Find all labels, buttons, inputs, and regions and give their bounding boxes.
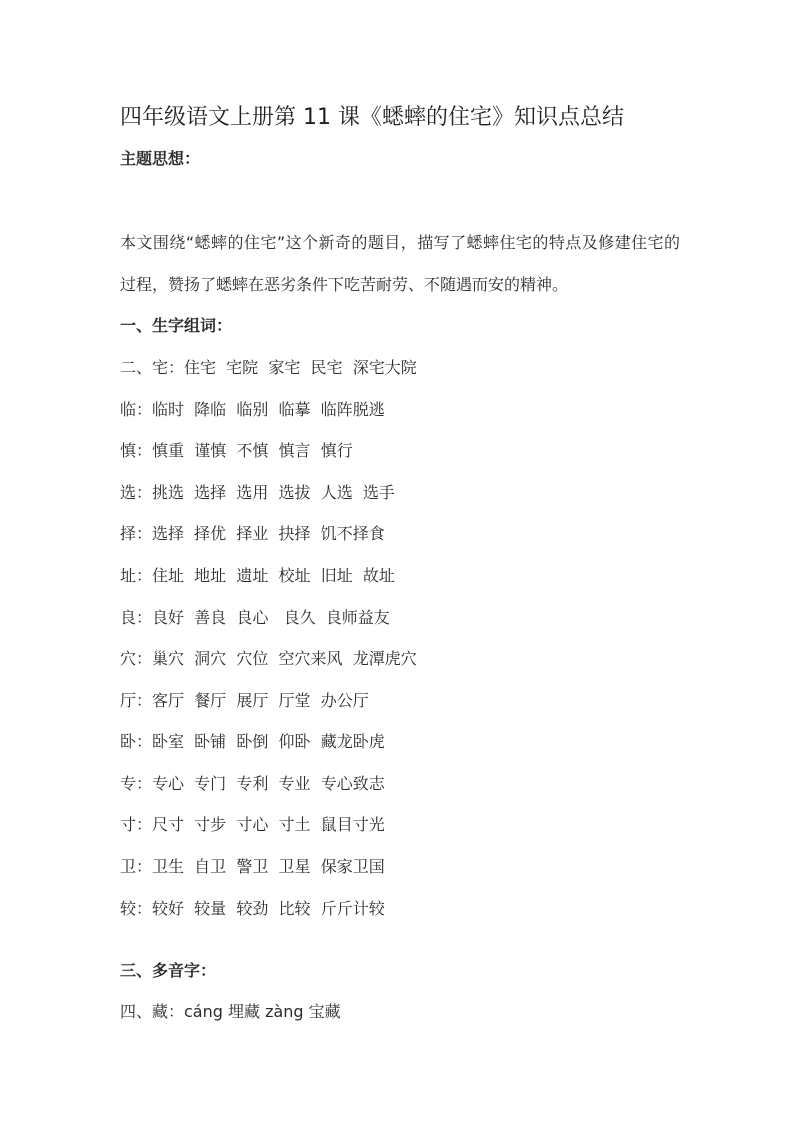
word-group-line: 选：挑选 选择 选用 选拔 人选 选手 xyxy=(120,483,395,502)
word-group-line: 慎：慎重 谨慎 不慎 慎言 慎行 xyxy=(120,441,353,460)
word-group-line: 寸：尺寸 寸步 寸心 寸土 鼠目寸光 xyxy=(120,815,385,834)
section-vocabulary-heading: 一、生字组词： xyxy=(120,316,233,335)
word-group-line: 专：专心 专门 专利 专业 专心致志 xyxy=(120,774,385,793)
word-group-line: 卧：卧室 卧铺 卧倒 仰卧 藏龙卧虎 xyxy=(120,732,385,751)
word-group-line: 良：良好 善良 良心 良久 良师益友 xyxy=(120,608,390,627)
word-group-line: 择：选择 择优 择业 抉择 饥不择食 xyxy=(120,524,385,543)
document-title: 四年级语文上册第 11 课《蟋蟀的住宅》知识点总结 xyxy=(120,105,624,130)
word-group-line: 穴：巢穴 洞穴 穴位 空穴来风 龙潭虎穴 xyxy=(120,649,417,668)
theme-heading: 主题思想： xyxy=(120,149,201,168)
word-group-line: 临：临时 降临 临别 临摹 临阵脱逃 xyxy=(120,400,385,419)
theme-paragraph: 本文围绕“蟋蟀的住宅”这个新奇的题目，描写了蟋蟀住宅的特点及修建住宅的过程，赞扬了蟋蟀在恶劣条件下吃苦耐劳、不随遇而安的精神。 xyxy=(120,233,680,294)
word-group-line: 厅：客厅 餐厅 展厅 厅堂 办公厅 xyxy=(120,691,369,710)
word-group-line: 址：住址 地址 遗址 校址 旧址 故址 xyxy=(120,566,395,585)
section-polyphone-heading: 三、多音字： xyxy=(120,961,217,980)
word-group-line: 卫：卫生 自卫 警卫 卫星 保家卫国 xyxy=(120,857,385,876)
polyphone-line: 四、藏：cáng 埋藏 zàng 宝藏 xyxy=(120,1002,341,1021)
word-group-line: 较：较好 较量 较劲 比较 斤斤计较 xyxy=(120,899,385,918)
word-group-line: 二、宅：住宅 宅院 家宅 民宅 深宅大院 xyxy=(120,358,417,377)
